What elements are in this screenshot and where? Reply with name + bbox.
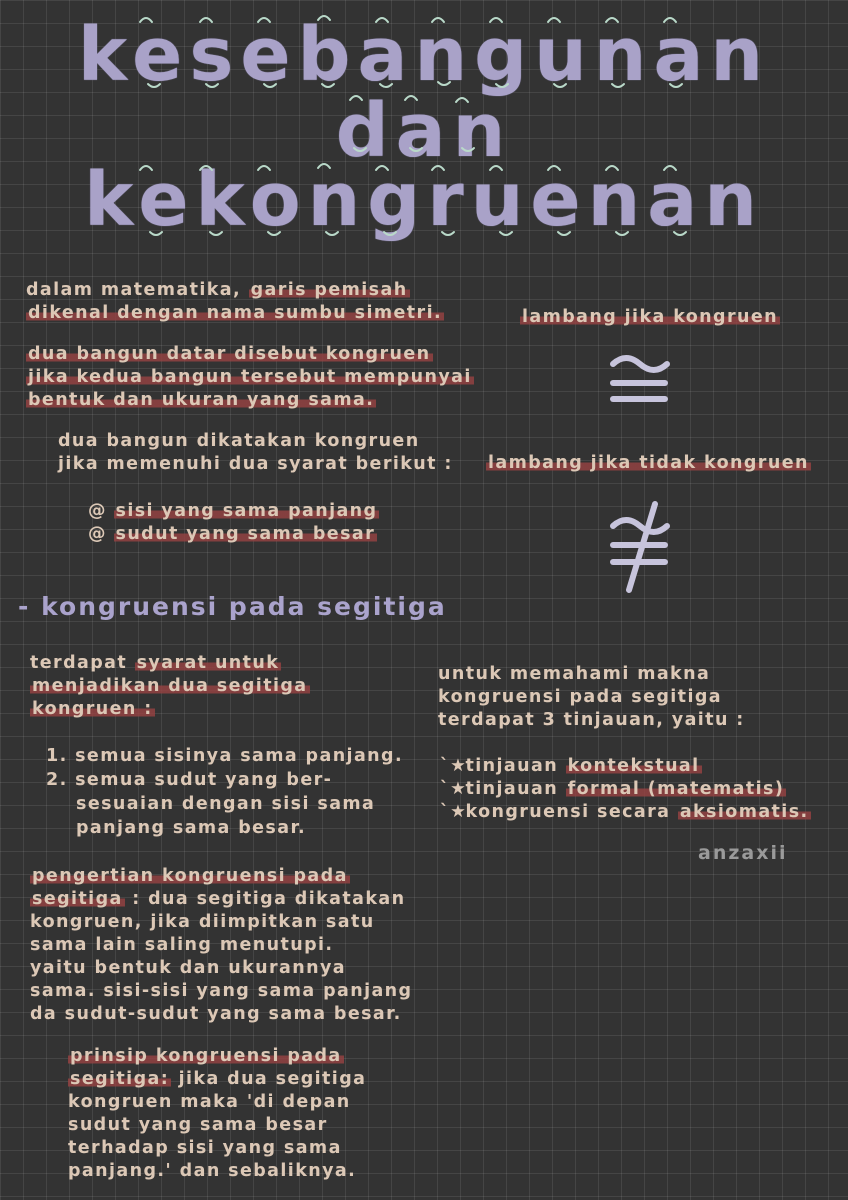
label-text: lambang jika kongruen — [522, 307, 778, 327]
prinsip-highlight: prinsip kongruensi pada — [70, 1046, 342, 1066]
syarat-item-1: 1. semua sisinya sama panjang. — [46, 746, 403, 766]
tinjauan-item-1 — [440, 755, 702, 778]
intro-text: dalam matematika, — [26, 280, 242, 300]
title-line-1: kesebangunan — [77, 12, 771, 98]
tinjauan-line-1: untuk memahami makna — [438, 664, 711, 684]
section-title: - kongruensi pada segitiga — [18, 592, 447, 621]
prinsip-text: jika dua segitiga — [178, 1069, 367, 1089]
intro-line-2 — [26, 302, 444, 325]
syarat-text: terdapat — [30, 653, 128, 673]
tinjauan-text: tinjauan — [465, 779, 559, 799]
syarat-item-2-cont: panjang sama besar. — [76, 818, 307, 838]
prinsip-line-4: sudut yang sama besar — [68, 1115, 328, 1135]
condition-line-1: dua bangun dikatakan kongruen — [58, 431, 420, 451]
pengertian-line-4: sama lain saling menutupi. — [30, 935, 334, 955]
syarat-line-3 — [30, 698, 155, 721]
bullet-text: sudut yang sama besar — [115, 524, 376, 544]
syarat-line-2 — [30, 675, 310, 698]
star-icon: `★ — [440, 802, 468, 822]
pengertian-line-7: da sudut-sudut yang sama besar. — [30, 1004, 402, 1024]
definition-text: jika kedua bangun tersebut mempunyai — [28, 367, 472, 387]
intro-line-1 — [26, 279, 410, 302]
condition-line-2: jika memenuhi dua syarat berikut : — [58, 454, 453, 474]
syarat-line-1 — [30, 652, 281, 675]
kongruen-symbol-label — [520, 306, 780, 329]
intro-highlight: dikenal dengan nama sumbu simetri. — [28, 303, 443, 323]
definition-text: dua bangun datar disebut kongruen — [28, 344, 431, 364]
definition-line-1 — [26, 343, 433, 366]
prinsip-line-2 — [68, 1068, 366, 1091]
syarat-highlight: menjadikan dua segitiga — [32, 676, 308, 696]
pengertian-line-1 — [30, 865, 350, 888]
tidak-kongruen-symbol-label — [486, 452, 811, 475]
syarat-highlight: kongruen : — [32, 699, 153, 719]
star-icon: `★ — [440, 779, 468, 799]
tinjauan-highlight: formal (matematis) — [567, 779, 785, 799]
pengertian-line-3: kongruen, jika diimpitkan satu — [30, 912, 375, 932]
pengertian-line-2 — [30, 888, 405, 911]
star-icon: `★ — [440, 756, 468, 776]
tinjauan-highlight: aksiomatis. — [679, 802, 809, 822]
label-text: lambang jika tidak kongruen — [488, 453, 809, 473]
syarat-highlight: syarat untuk — [136, 653, 280, 673]
title-squiggle-decoration — [0, 0, 848, 243]
title-line-3: kekongruenan — [84, 157, 764, 243]
spiral-icon: @ — [88, 501, 107, 521]
author-signature: anzaxii — [698, 842, 788, 864]
prinsip-line-5: terhadap sisi yang sama — [68, 1138, 342, 1158]
prinsip-line-3: kongruen maka 'di depan — [68, 1092, 351, 1112]
spiral-icon: @ — [88, 524, 107, 544]
congruent-symbol-icon — [605, 350, 675, 410]
tinjauan-item-2 — [440, 778, 786, 801]
intro-highlight: garis pemisah — [250, 280, 408, 300]
title-line-2: dan — [335, 88, 513, 174]
tinjauan-highlight: kontekstual — [567, 756, 700, 776]
pengertian-line-6: sama. sisi-sisi yang sama panjang — [30, 981, 413, 1001]
bullet-text: sisi yang sama panjang — [115, 501, 378, 521]
pengertian-highlight: pengertian kongruensi pada — [32, 866, 348, 886]
syarat-item-2: 2. semua sudut yang ber- — [46, 770, 333, 790]
prinsip-highlight: segitiga: — [70, 1069, 170, 1089]
pengertian-line-5: yaitu bentuk dan ukurannya — [30, 958, 346, 978]
syarat-item-2-cont: sesuaian dengan sisi sama — [76, 794, 376, 814]
definition-text: bentuk dan ukuran yang sama. — [28, 390, 375, 410]
pengertian-text: : dua segitiga dikatakan — [132, 889, 406, 909]
pengertian-highlight: segitiga — [32, 889, 123, 909]
tinjauan-item-3 — [440, 801, 811, 824]
prinsip-line-1 — [68, 1045, 344, 1068]
prinsip-line-6: panjang.' dan sebaliknya. — [68, 1161, 357, 1181]
tinjauan-text: tinjauan — [465, 756, 559, 776]
tinjauan-line-3: terdapat 3 tinjauan, yaitu : — [438, 710, 745, 730]
condition-bullet-2 — [88, 523, 377, 546]
tinjauan-line-2: kongruensi pada segitiga — [438, 687, 722, 707]
tinjauan-text: kongruensi secara — [465, 802, 671, 822]
condition-bullet-1 — [88, 500, 379, 523]
not-congruent-symbol-icon — [605, 498, 675, 598]
definition-line-2 — [26, 366, 474, 389]
definition-line-3 — [26, 389, 376, 412]
